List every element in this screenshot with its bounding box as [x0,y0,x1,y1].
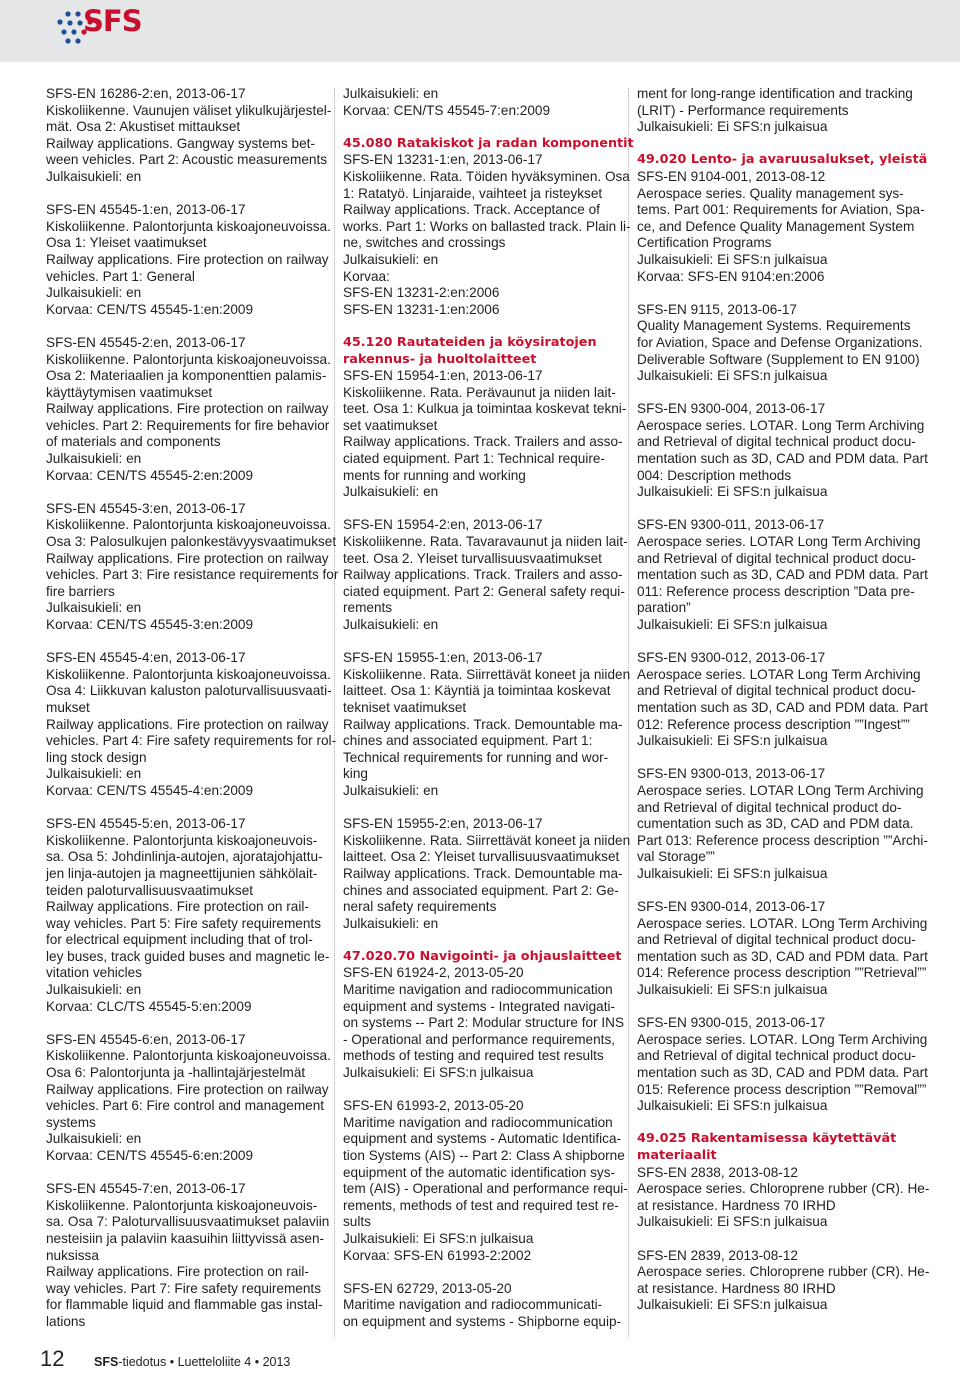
entry-line: Technical requirements for running and wor- [343,749,609,765]
entry-line: Kiskoliikenne. Rata. Perävaunut ja niiden lait- [343,384,616,400]
standard-id: SFS-EN 45545-6:en, 2013-06-17 [46,1031,246,1047]
entry-line: Korvaa: CEN/TS 45545-4:en:2009 [46,782,254,798]
entry-line: and Retrieval of digital technical product docu- [637,932,916,948]
standard-id: SFS-EN 15955-2:en, 2013-06-17 [343,816,543,832]
entry-line: Deliverable Software (Supplement to EN 9100) [637,351,920,367]
catalog-entry [637,301,923,385]
catalog-entry [343,334,627,501]
entry-line: Maritime navigation and radiocommunication [343,1114,613,1130]
entry-line: on systems -- Part 2: Modular structure for INS [343,1015,625,1031]
entry-line: tekniset vaatimukset [343,699,467,715]
entry-line: way vehicles. Part 5: Fire safety requirements [46,915,322,931]
entry-line: mukset [46,699,90,715]
footer-publication [94,1355,290,1369]
entry-line: Maritime navigation and radiocommunicati- [343,1297,603,1313]
entry-line: Julkaisukieli: en [46,1131,142,1147]
catalog-entry [46,500,339,634]
entry-line: Julkaisukieli: en [343,484,439,500]
entry-line: Railway applications. Fire protection on railway [46,401,329,417]
entry-line: Julkaisukieli: Ei SFS:n julkaisua [637,368,828,384]
entry-line: Julkaisukieli: en [46,451,142,467]
entry-line: Railway applications. Fire protection on rail- [46,899,309,915]
entry-line: Osa 6: Palontorjunta ja -hallintajärjestelmät [46,1065,306,1081]
standard-id: SFS-EN 15954-2:en, 2013-06-17 [343,517,543,533]
entry-line: Julkaisukieli: en [46,168,142,184]
entry-line: mentation such as 3D, CAD and PDM data. Part [637,451,928,467]
standard-id: SFS-EN 45545-3:en, 2013-06-17 [46,500,246,516]
entry-line: teet. Osa 2. Yleiset turvallisuusvaatimukset [343,550,602,566]
standard-id: SFS-EN 9300-013, 2013-06-17 [637,766,826,782]
entry-line: set vaatimukset [343,417,438,433]
entry-line: 1: Ratatyö. Linjaraide, vaihteet ja risteykset [343,185,603,201]
catalog-entry [637,650,928,750]
standard-id: SFS-EN 61993-2, 2013-05-20 [343,1098,524,1114]
entry-line: Julkaisukieli: Ei SFS:n julkaisua [637,617,828,632]
header-bar [0,0,960,62]
catalog-entry [46,202,331,318]
entry-line: Railway applications. Fire protection on railway [46,716,329,732]
entry-line: laitteet. Osa 2: Yleiset turvallisuusvaatimukset [343,849,620,865]
entry-line: rements [343,600,393,616]
catalog-entry [46,816,330,1015]
entry-line: Aerospace series. LOTAR. LOng Term Archiving [637,1031,928,1047]
standard-id: SFS-EN 9300-015, 2013-06-17 [637,1015,826,1031]
standard-id: SFS-EN 62729, 2013-05-20 [343,1280,512,1296]
entry-line: at resistance. Hardness 70 IRHD [637,1197,836,1213]
entry-line: chines and associated equipment. Part 2: Ge- [343,882,619,898]
section-heading: 47.020.70 Navigointi- ja ohjauslaitteet [343,948,622,964]
standard-id: SFS-EN 16286-2:en, 2013-06-17 [46,86,246,101]
entry-line: Julkaisukieli: Ei SFS:n julkaisua [637,733,828,749]
standard-id: SFS-EN 61924-2, 2013-05-20 [343,965,524,981]
standard-id: SFS-EN 9300-012, 2013-06-17 [637,650,826,666]
entry-line: nuksissa [46,1247,99,1263]
entry-line: lations [46,1313,86,1329]
entry-line: teiden paloturvallisuusvaatimukset [46,882,254,898]
entry-line: Kiskoliikenne. Palontorjunta kiskoajoneuvoissa. [46,666,331,682]
entry-line: Railway applications. Fire protection on rail- [46,1264,309,1280]
entry-line: Korvaa: CEN/TS 45545-7:en:2009 [343,102,551,118]
catalog-entry [637,152,928,285]
entry-line: Kiskoliikenne. Vaunujen väliset ylikulkujärjestel- [46,102,332,118]
entry-line: mentation such as 3D, CAD and PDM data. Part [637,948,928,964]
entry-line: Korvaa: CEN/TS 45545-3:en:2009 [46,617,254,632]
entry-line: 011: Reference process description ”Data pre- [637,583,915,599]
entry-line: and Retrieval of digital technical product docu- [637,550,916,566]
entry-line: ce, and Defence Quality Management System [637,218,915,234]
entry-line: Kiskoliikenne. Rata. Tavaravaunut ja niiden lait- [343,534,628,550]
entry-line: ments for running and working [343,467,526,483]
entry-line: and Retrieval of digital technical product docu- [637,683,916,699]
entry-line: Korvaa: CEN/TS 45545-2:en:2009 [46,467,254,483]
entry-line: Korvaa: SFS-EN 61993-2:2002 [343,1247,532,1263]
entry-line: Quality Management Systems. Requirements [637,318,911,334]
catalog-entry [46,1181,330,1330]
entry-line: methods of testing and required test results [343,1048,604,1064]
entry-line: ne, switches and crossings [343,235,506,251]
entry-line: Railway applications. Track. Demountable ma- [343,716,623,732]
entry-line: vehicles. Part 4: Fire safety requirements for rol- [46,733,337,749]
entry-line: Aerospace series. Chloroprene rubber (CR). He- [637,1181,930,1197]
entry-line: Railway applications. Track. Trailers and asso- [343,567,623,583]
entry-line: Julkaisukieli: Ei SFS:n julkaisua [637,1214,828,1230]
entry-line: mentation such as 3D, CAD and PDM data. Part [637,699,928,715]
entry-line: ley buses, track guided buses and magnetic le- [46,948,330,964]
entry-line: works. Part 1: Works on ballasted track. Plain li- [343,218,631,234]
entry-line: Railway applications. Track. Demountable ma- [343,865,623,881]
entry-line: Julkaisukieli: en [343,251,439,267]
page-number: 12 [40,1346,65,1371]
entry-line: ling stock design [46,749,147,765]
entry-line: Julkaisukieli: Ei SFS:n julkaisua [637,1098,828,1114]
entry-line: 014: Reference process description ””Retrieval”” [637,965,927,981]
entry-line: Kiskoliikenne. Palontorjunta kiskoajoneuvoissa. [46,218,331,234]
entry-line: sults [343,1214,371,1230]
entry-line: ment for long-range identification and tracking [637,86,913,101]
entry-line: and Retrieval of digital technical product docu- [637,1048,916,1064]
entry-line: paration” [637,600,691,616]
entry-line: Osa 1: Yleiset vaatimukset [46,235,207,251]
catalog-entry [637,766,928,882]
standard-id: SFS-EN 9300-014, 2013-06-17 [637,899,826,915]
catalog-entry [637,1015,928,1115]
entry-line: tem (AIS) - Operational and performance requi- [343,1181,628,1197]
entry-line: systems [46,1114,96,1130]
footer-publication-text: -tiedotus • Luetteloliite 4 • 2013 [118,1355,291,1369]
entry-line: Maritime navigation and radiocommunication [343,982,613,998]
entry-line: Julkaisukieli: en [343,617,439,632]
entry-line: chines and associated equipment. Part 1: [343,733,593,749]
entry-line: Kiskoliikenne. Palontorjunta kiskoajoneuvois- [46,1197,318,1213]
section-heading: 45.080 Ratakiskot ja radan komponentit [343,135,634,151]
catalog-entry [343,816,631,932]
catalog-entry [343,1280,622,1331]
entry-line: Kiskoliikenne. Rata. Töiden hyväksyminen. Osa [343,168,630,184]
entry-line: 004: Description methods [637,467,792,483]
entry-line: Julkaisukieli: Ei SFS:n julkaisua [637,865,828,881]
entry-line: Osa 2: Materiaalien ja komponenttien palamis- [46,368,327,384]
entry-line: käyttäytymisen vaatimukset [46,384,213,400]
entry-line: Aerospace series. LOTAR. Long Term Archiving [637,417,925,433]
entry-line: Julkaisukieli: en [343,782,439,798]
entry-line: Julkaisukieli: Ei SFS:n julkaisua [637,982,828,998]
entry-line: val Storage”” [637,849,715,865]
entry-line: sa. Osa 7: Paloturvallisuusvaatimukset palaviin [46,1214,330,1230]
entry-line: Railway applications. Fire protection on railway [46,1081,329,1097]
entry-line: Aerospace series. LOTAR. LOng Term Archiving [637,915,928,931]
entry-line: Kiskoliikenne. Rata. Siirrettävät koneet ja niiden [343,832,631,848]
standard-id: SFS-EN 15955-1:en, 2013-06-17 [343,650,543,666]
section-heading: 45.120 Rautateiden ja köysiratojen [343,334,597,350]
catalog-entry [637,1247,930,1314]
entry-line: 015: Reference process description ””Removal”” [637,1081,927,1097]
entry-line: Certification Programs [637,235,772,251]
entry-line: Kiskoliikenne. Palontorjunta kiskoajoneuvoissa. [46,1048,331,1064]
entry-line: vehicles. Part 3: Fire resistance requirements for [46,567,339,583]
column-2 [343,86,634,1347]
column-separator [628,88,629,1338]
catalog-entry [343,517,628,633]
entry-line: Aerospace series. LOTAR Long Term Archiving [637,534,921,550]
catalog-entry [46,650,337,799]
column-1 [46,86,339,1347]
entry-line: mentation such as 3D, CAD and PDM data. Part [637,567,928,583]
entry-line: Kiskoliikenne. Palontorjunta kiskoajoneuvoissa. [46,351,331,367]
entry-line: tems. Part 001: Requirements for Aviation, Spa- [637,202,925,218]
entry-line: Julkaisukieli: en [46,600,142,616]
entry-line: ween vehicles. Part 2: Acoustic measurements [46,152,328,168]
entry-line: mentation such as 3D, CAD and PDM data. Part [637,1065,928,1081]
entry-line: ciated equipment. Part 1: Technical require- [343,451,605,467]
entry-line: Julkaisukieli: Ei SFS:n julkaisua [637,484,828,500]
entry-line: (LRIT) - Performance requirements [637,102,849,118]
entry-line: Railway applications. Fire protection on railway [46,550,329,566]
entry-line: 012: Reference process description ””Ingest”” [637,716,910,732]
standard-id: SFS-EN 45545-2:en, 2013-06-17 [46,334,246,350]
entry-line: Julkaisukieli: en [343,86,439,101]
standard-id: SFS-EN 45545-7:en, 2013-06-17 [46,1181,246,1197]
entry-line: and Retrieval of digital technical product do- [637,799,902,815]
section-heading: 49.025 Rakentamisessa käytettävät [637,1131,897,1147]
standard-id: SFS-EN 15954-1:en, 2013-06-17 [343,368,543,384]
entry-line: - Operational and performance requirements, [343,1031,616,1047]
standard-id: SFS-EN 9115, 2013-06-17 [637,301,797,317]
entry-line: Korvaa: [343,268,390,284]
entry-line: Julkaisukieli: Ei SFS:n julkaisua [343,1065,534,1081]
footer-brand: SFS [94,1355,119,1369]
standard-id: SFS-EN 45545-4:en, 2013-06-17 [46,650,246,666]
catalog-entry [343,650,631,799]
entry-line: sa. Osa 5: Johdinlinja-autojen, ajoratajohjattu- [46,849,323,865]
entry-line: for electrical equipment including that of trol- [46,932,313,948]
entry-line: Kiskoliikenne. Palontorjunta kiskoajoneuvois- [46,832,318,848]
entry-line: Kiskoliikenne. Rata. Siirrettävät koneet ja niiden [343,666,631,682]
entry-line: equipment of the automatic identification sys- [343,1164,616,1180]
entry-line: ciated equipment. Part 2: General safety requi- [343,583,625,599]
entry-line: and Retrieval of digital technical product docu- [637,434,916,450]
entry-line: Railway applications. Track. Trailers and asso- [343,434,623,450]
entry-line: on equipment and systems - Shipborne equip- [343,1313,622,1329]
standard-id: SFS-EN 9104-001, 2013-08-12 [637,168,826,184]
entry-line: fire barriers [46,583,115,599]
catalog-entry [637,401,928,501]
entry-line: Julkaisukieli: Ei SFS:n julkaisua [637,251,828,267]
entry-line: Railway applications. Track. Acceptance of [343,202,600,218]
entry-line: at resistance. Hardness 80 IRHD [637,1280,836,1296]
entry-line: Julkaisukieli: Ei SFS:n julkaisua [343,1230,534,1246]
entry-line: equipment and systems - Automatic Identifica- [343,1131,622,1147]
entry-line: Korvaa: SFS-EN 9104:en:2006 [637,268,825,284]
entry-line: Part 013: Reference process description ””Archi- [637,832,928,848]
entry-line: rements, methods of test and required test re- [343,1197,619,1213]
section-heading: rakennus- ja huoltolaitteet [343,351,537,367]
entry-line: vehicles. Part 6: Fire control and management [46,1098,325,1114]
entry-line: Aerospace series. LOTAR Long Term Archiving [637,666,921,682]
entry-line: Korvaa: CEN/TS 45545-1:en:2009 [46,301,254,317]
catalog-entry [343,86,619,119]
entry-line: vehicles. Part 2: Requirements for fire behavior [46,417,330,433]
catalog-entry [343,1098,628,1264]
entry-line: tion Systems (AIS) -- Part 2: Class A shipborne [343,1148,625,1163]
entry-line: mät. Osa 2: Akustiset mittaukset [46,119,241,135]
entry-line: vehicles. Part 1: General [46,268,195,284]
standard-id: SFS-EN 45545-5:en, 2013-06-17 [46,816,246,832]
section-heading: 49.020 Lento- ja avaruusalukset, yleistä [637,152,928,168]
entry-line: Aerospace series. Quality management sys- [637,185,904,201]
entry-line: SFS-EN 13231-1:en:2006 [343,301,500,317]
entry-line: Julkaisukieli: en [46,766,142,782]
entry-line: Julkaisukieli: en [46,285,142,301]
entry-line: Julkaisukieli: Ei SFS:n julkaisua [637,1297,828,1313]
section-heading: materiaalit [637,1148,717,1163]
standard-id: SFS-EN 13231-1:en, 2013-06-17 [343,152,543,168]
entry-line: way vehicles. Part 7: Fire safety requirements [46,1280,322,1296]
catalog-entry [46,1031,331,1165]
entry-line: Korvaa: CLC/TS 45545-5:en:2009 [46,998,252,1014]
standard-id: SFS-EN 2839, 2013-08-12 [637,1247,798,1263]
entry-line: Osa 4: Liikkuvan kaluston paloturvallisuusvaati- [46,683,332,699]
catalog-entry [46,86,332,186]
standard-id: SFS-EN 9300-011, 2013-06-17 [637,517,825,533]
catalog-entry [343,948,625,1082]
entry-line: vitation vehicles [46,965,142,981]
catalog-entry [637,1131,930,1231]
column-separator [334,88,335,1338]
entry-line: laitteet. Osa 1: Käyntiä ja toimintaa koskevat [343,683,611,699]
entry-line: neral safety requirements [343,899,497,915]
entry-line: of materials and components [46,434,221,450]
entry-line: Kiskoliikenne. Palontorjunta kiskoajoneuvoissa. [46,517,331,533]
catalog-entry [46,334,331,484]
entry-line: for flammable liquid and flammable gas instal- [46,1297,323,1313]
entry-line: Julkaisukieli: en [343,915,439,931]
entry-line: Aerospace series. Chloroprene rubber (CR). He- [637,1264,930,1280]
entry-line: Julkaisukieli: Ei SFS:n julkaisua [637,119,828,135]
entry-line: cumentation such as 3D, CAD and PDM data. [637,816,914,832]
entry-line: Julkaisukieli: en [46,982,142,998]
entry-line: SFS-EN 13231-2:en:2006 [343,285,500,301]
entry-line: teet. Osa 1: Kulkua ja toimintaa koskevat tekni- [343,401,627,417]
entry-line: Aerospace series. LOTAR LOng Term Archiving [637,782,924,798]
standard-id: SFS-EN 2838, 2013-08-12 [637,1164,798,1180]
entry-line: king [343,766,368,782]
catalog-entry [637,517,928,633]
entry-line: jen linja-autojen ja magneettijunien sähkölait- [46,865,318,881]
entry-line: for Aviation, Space and Defense Organizations. [637,334,923,350]
catalog-entry [637,86,914,136]
catalog-entry [637,899,928,999]
entry-line: Osa 3: Palosulkujen palonkestävyysvaatimukset [46,534,337,550]
entry-line: nesteisiin ja palaviin kaasuihin liittyvissä asen- [46,1230,325,1246]
entry-line: Korvaa: CEN/TS 45545-6:en:2009 [46,1148,254,1163]
sfs-logo-text: SFS [83,4,142,38]
catalog-entry [343,135,634,319]
entry-line: Railway applications. Fire protection on railway [46,251,329,267]
entry-line: equipment and systems - Integrated navigati- [343,998,616,1014]
standard-id: SFS-EN 45545-1:en, 2013-06-17 [46,202,246,218]
entry-line: Railway applications. Gangway systems bet- [46,135,315,151]
column-3 [637,86,930,1331]
standard-id: SFS-EN 9300-004, 2013-06-17 [637,401,826,417]
